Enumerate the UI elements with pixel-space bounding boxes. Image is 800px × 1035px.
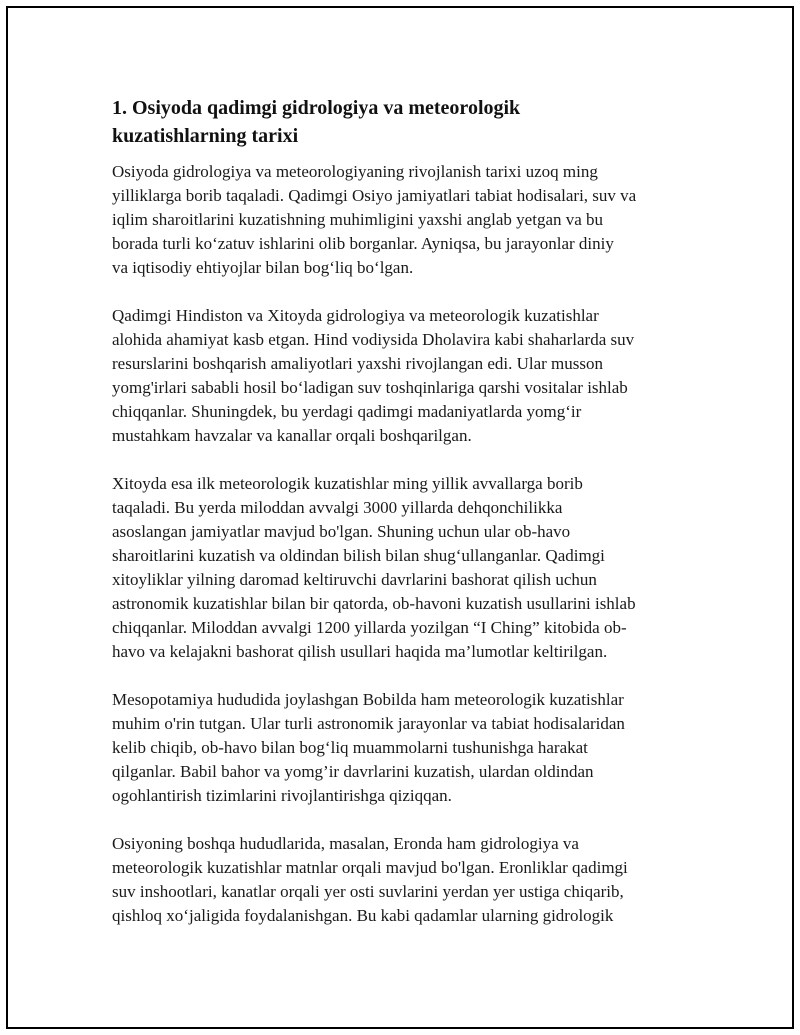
text-line: yomg'irlari sababli hosil bo‘ladigan suv toshqinlariga qarshi vositalar ishlab	[112, 378, 628, 397]
text-line: meteorologik kuzatishlar matnlar orqali mavjud bo'lgan. Eronliklar qadimgi	[112, 858, 628, 877]
text-line: astronomik kuzatishlar bilan bir qatorda, ob-havoni kuzatish usullarini ishlab	[112, 594, 636, 613]
section-heading	[112, 94, 692, 150]
text-line: chiqqanlar. Shuningdek, bu yerdagi qadimgi madaniyatlarda yomg‘ir	[112, 402, 582, 421]
text-line: xitoyliklar yilning daromad keltiruvchi davrlarini bashorat qilish uchun	[112, 570, 597, 589]
heading-line: kuzatishlarning tarixi	[112, 125, 299, 147]
paragraph	[112, 832, 692, 928]
paragraph	[112, 688, 692, 808]
text-line: sharoitlarini kuzatish va oldindan bilish bilan shug‘ullanganlar. Qadimgi	[112, 546, 605, 565]
text-line: Osiyoda gidrologiya va meteorologiyaning rivojlanish tarixi uzoq ming	[112, 162, 598, 181]
text-line: Osiyoning boshqa hududlarida, masalan, Eronda ham gidrologiya va	[112, 834, 579, 853]
text-line: Qadimgi Hindiston va Xitoyda gidrologiya va meteorologik kuzatishlar	[112, 306, 599, 325]
heading-line: 1. Osiyoda qadimgi gidrologiya va meteorologik	[112, 97, 521, 119]
text-line: havo va kelajakni bashorat qilish usullari haqida ma’lumotlar keltirilgan.	[112, 642, 608, 661]
text-line: suv inshootlari, kanatlar orqali yer osti suvlarini yerdan yer ustiga chiqarib,	[112, 882, 624, 901]
text-line: kelib chiqib, ob-havo bilan bog‘liq muammolarni tushunishga harakat	[112, 738, 588, 757]
paragraph	[112, 304, 692, 448]
text-line: taqaladi. Bu yerda miloddan avvalgi 3000 yillarda dehqonchilikka	[112, 498, 563, 517]
text-line: qilganlar. Babil bahor va yomg’ir davrlarini kuzatish, ulardan oldindan	[112, 762, 594, 781]
paragraph	[112, 160, 692, 280]
text-line: yilliklarga borib taqaladi. Qadimgi Osiyo jamiyatlari tabiat hodisalari, suv va	[112, 186, 637, 205]
text-line: qishloq xo‘jaligida foydalanishgan. Bu kabi qadamlar ularning gidrologik	[112, 906, 614, 925]
paragraph	[112, 472, 692, 664]
text-line: chiqqanlar. Miloddan avvalgi 1200 yillarda yozilgan “I Ching” kitobida ob-	[112, 618, 627, 637]
text-line: borada turli ko‘zatuv ishlarini olib borganlar. Ayniqsa, bu jarayonlar diniy	[112, 234, 614, 253]
text-line: muhim o'rin tutgan. Ular turli astronomik jarayonlar va tabiat hodisalaridan	[112, 714, 625, 733]
text-line: va iqtisodiy ehtiyojlar bilan bog‘liq bo‘lgan.	[112, 258, 414, 277]
text-line: mustahkam havzalar va kanallar orqali boshqarilgan.	[112, 426, 472, 445]
text-line: Xitoyda esa ilk meteorologik kuzatishlar ming yillik avvallarga borib	[112, 474, 583, 493]
text-line: alohida ahamiyat kasb etgan. Hind vodiysida Dholavira kabi shaharlarda suv	[112, 330, 635, 349]
text-line: Mesopotamiya hududida joylashgan Bobilda ham meteorologik kuzatishlar	[112, 690, 624, 709]
document-body	[112, 94, 692, 952]
text-line: resurslarini boshqarish amaliyotlari yaxshi rivojlangan edi. Ular musson	[112, 354, 604, 373]
text-line: asoslangan jamiyatlar mavjud bo'lgan. Shuning uchun ular ob-havo	[112, 522, 571, 541]
text-line: ogohlantirish tizimlarini rivojlantirishga qiziqqan.	[112, 786, 452, 805]
text-line: iqlim sharoitlarini kuzatishning muhimligini yaxshi anglab yetgan va bu	[112, 210, 604, 229]
